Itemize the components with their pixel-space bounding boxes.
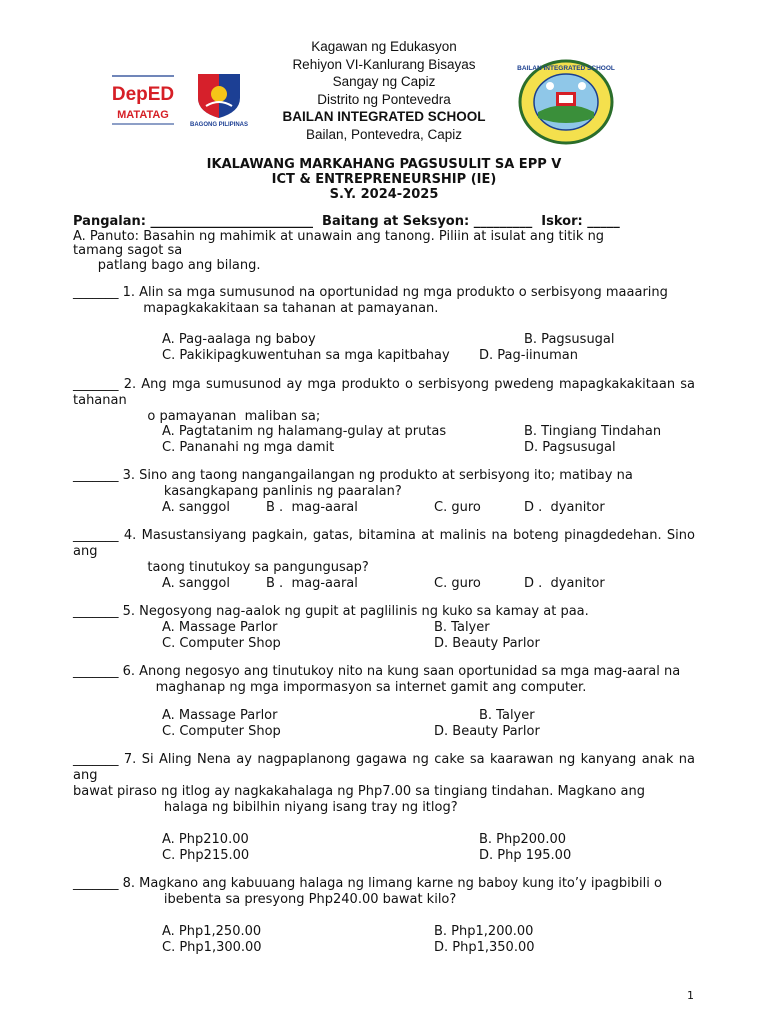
choice-c: C. Computer Shop [162,636,281,651]
choice-c: C. Computer Shop [162,724,281,739]
question-continuation: taong tinutukoy sa pangungusap? [73,560,369,575]
question-2 [73,377,695,425]
choice-a: A. sanggol [162,500,230,515]
question-stem: _______ 5. Negosyong nag-aalok ng gupit at paglilinis ng kuko sa kamay at paa. [73,604,589,619]
instructions-line1: A. Panuto: Basahin ng mahimik at unawain ang tanong. Piliin at isulat ang titik ng [73,229,605,244]
choice-d: D . dyanitor [524,576,605,591]
choice-d: D . dyanitor [524,500,605,515]
choice-b: B . mag-aaral [266,500,358,515]
choice-b: B. Php1,200.00 [434,924,534,939]
deped-text: DepED [111,84,175,105]
choice-b: B. Tingiang Tindahan [524,424,662,439]
question-stem: _______ 4. Masustansiyang pagkain, gatas, bitamina at malinis na boteng pinagdedehan. Sino ang [73,528,695,559]
question-3 [73,468,695,500]
question-5 [73,604,695,620]
page-number: 1 [687,989,694,1002]
header-agency: Kagawan ng Edukasyon [311,39,457,54]
choice-b: B. Pagsusugal [524,332,615,347]
question-stem: _______ 2. Ang mga sumusunod ay mga produkto o serbisyong pwedeng mapagkakakitaan sa tahanan [73,377,695,408]
header-region: Rehiyon VI-Kanlurang Bisayas [292,56,476,72]
instructions-line2: tamang sagot sa [73,243,183,258]
school-header [0,38,768,144]
question-continuation: mapagkakakitaan sa tahanan at pamayanan. [73,301,439,316]
choice-a: A. Pagtatanim ng halamang-gulay at prutas [162,424,447,439]
header-district: Distrito ng Pontevedra [317,91,451,107]
question-stem: _______ 3. Sino ang taong nangangailangan ng produkto at serbisyong ito; matibay na [73,468,633,483]
exam-title-line3: S.Y. 2024-2025 [329,187,439,202]
choice-b: B. Talyer [434,620,490,635]
instructions-line3: patlang bago ang bilang. [73,258,261,273]
choice-c: C. Php215.00 [162,848,250,863]
choice-a: A. Php210.00 [162,832,249,847]
choice-d: D. Php1,350.00 [434,940,535,955]
question-7 [73,752,695,784]
header-school-name: BAILAN INTEGRATED SCHOOL [282,109,486,125]
choice-c: C. Pananahi ng mga damit [162,440,335,455]
question-continuation: halaga ng bibilhin niyang isang tray ng itlog? [73,800,458,815]
choice-d: D. Beauty Parlor [434,724,540,739]
choice-a: A. Massage Parlor [162,708,278,723]
choice-c: C. Php1,300.00 [162,940,262,955]
question-continuation: o pamayanan maliban sa; [73,409,321,424]
choice-b: B. Talyer [479,708,535,723]
question-4 [73,528,695,576]
choice-c: C. guro [434,576,481,591]
choice-a: A. sanggol [162,576,230,591]
exam-title-line2: ICT & ENTREPRENEURSHIP (IE) [271,172,497,187]
bagong-text: BAGONG PILIPINAS [189,122,249,128]
choice-d: D. Beauty Parlor [434,636,540,651]
choice-d: D. Pagsusugal [524,440,616,455]
question-stem-continued: bawat piraso ng itlog ay nagkakahalaga ng Php7.00 sa tingiang tindahan. Magkano ang [73,784,645,799]
choice-c: C. Pakikipagkuwentuhan sa mga kapitbahay [162,348,450,363]
question-continuation: maghanap ng mga impormasyon sa internet gamit ang computer. [73,680,587,695]
choice-b: B . mag-aaral [266,576,358,591]
question-1 [73,285,695,317]
question-stem: _______ 6. Anong negosyo ang tinutukoy nito na kung saan oportunidad sa mga mag-aaral na [73,664,681,679]
choice-d: D. Pag-iinuman [479,348,579,363]
choice-a: A. Massage Parlor [162,620,278,635]
choice-d: D. Php 195.00 [479,848,572,863]
question-continuation: ibebenta sa presyong Php240.00 bawat kilo? [73,892,457,907]
question-6 [73,664,695,696]
question-continuation: kasangkapang panlinis ng paaralan? [73,484,402,499]
header-division: Sangay ng Capiz [332,74,436,90]
question-stem: _______ 1. Alin sa mga sumusunod na oportunidad ng mga produkto o serbisyong maaaring [73,285,668,300]
school-seal-text: BAILAN INTEGRATED SCHOOL [517,65,615,72]
choice-c: C. guro [434,500,481,515]
question-7-line2 [73,784,695,816]
matatag-text: MATATAG [117,109,169,121]
exam-title-line1: IKALAWANG MARKAHANG PAGSUSULIT SA EPP V [206,157,562,172]
header-address: Bailan, Pontevedra, Capiz [305,126,463,142]
choice-a: A. Php1,250.00 [162,924,262,939]
choice-a: A. Pag-aalaga ng baboy [162,332,316,347]
question-stem: _______ 8. Magkano ang kabuuang halaga ng limang karne ng baboy kung ito’y ipagbibili o [73,876,662,891]
question-8 [73,876,695,908]
choice-b: B. Php200.00 [479,832,567,847]
exam-title [0,157,768,202]
question-stem: _______ 7. Si Aling Nena ay nagpaplanong gagawa ng cake sa kaarawan ng kanyang anak na ang [73,752,695,783]
student-info-line: Pangalan: _________________________ Baitang at Seksyon: _________ Iskor: _____ [73,214,620,229]
